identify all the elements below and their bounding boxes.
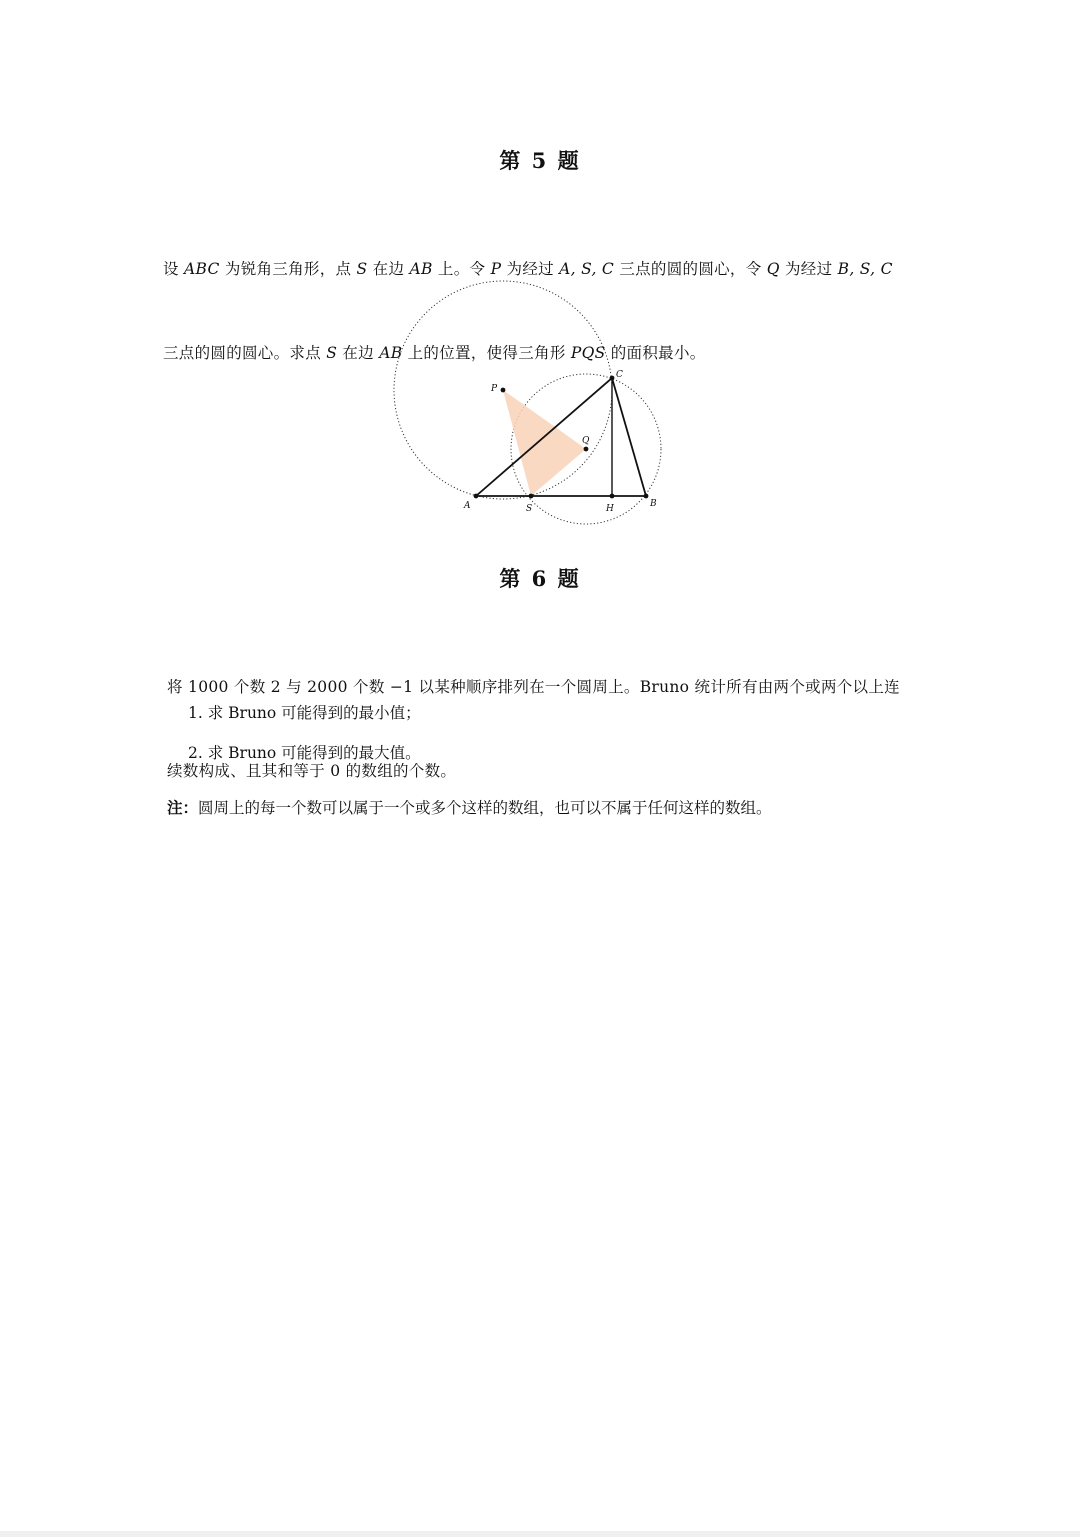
problem-5-line-1-run-1: ABC <box>184 260 220 278</box>
problem-5-line-1-run-2: 为锐角三角形，点 <box>219 260 357 278</box>
geometry-figure <box>380 270 680 530</box>
point-b <box>644 494 649 499</box>
problem-5-line-1-run-10: 三点的圆的圆心，令 <box>614 260 767 278</box>
problem-6-title: 第 6 题 <box>499 566 581 591</box>
problem-6-line-2: 续数构成、且其和等于 0 的数组的个数。 <box>167 762 457 780</box>
point-q <box>584 447 589 452</box>
point-p <box>501 388 506 393</box>
problem-5-line-2-run-3: AB <box>379 344 403 362</box>
problem-5-line-1-run-9: A, S, C <box>559 260 615 278</box>
note-label: 注： <box>167 798 199 817</box>
problem-5-line-1-run-8: 为经过 <box>501 260 560 278</box>
problem-5-line-1-run-6: 上。令 <box>432 260 491 278</box>
problem-5-line-1-run-7: P <box>490 260 502 278</box>
label-p: P <box>491 384 498 394</box>
problem-5-line-2-run-5: PQS <box>570 344 606 362</box>
problem-5-line-2-run-0: 三点的圆的圆心。求点 <box>163 344 327 362</box>
triangle-pqs-shade <box>503 390 586 496</box>
problem-5-line-1-run-13: B, S, C <box>837 260 893 278</box>
side-bc <box>612 378 646 496</box>
point-a <box>474 494 479 499</box>
label-b: B <box>650 499 657 509</box>
label-a: A <box>464 501 471 511</box>
problem-5-line-1-run-4: 在边 <box>367 260 410 278</box>
label-c: C <box>616 370 623 380</box>
problem-5-line-1-run-3: S <box>356 260 368 278</box>
page-bottom-edge <box>0 1531 1080 1537</box>
problem-5-line-2-run-1: S <box>326 344 338 362</box>
problem-5-line-2-run-6: 的面积最小。 <box>605 344 706 362</box>
problem-6-line-1: 将 1000 个数 2 与 2000 个数 −1 以某种顺序排列在一个圆周上。Bruno 统计所有由两个或两个以上连 <box>167 678 900 696</box>
label-h: H <box>606 504 614 514</box>
problem-5-line-2-run-2: 在边 <box>337 344 380 362</box>
problem-5-line-1-run-12: 为经过 <box>779 260 838 278</box>
point-h <box>610 494 615 499</box>
problem-5-line-1-run-11: Q <box>766 260 780 278</box>
point-s <box>529 494 534 499</box>
problem-5-line-2-run-4: 上的位置，使得三角形 <box>402 344 571 362</box>
problem-6-item-2: 2. 求 Bruno 可能得到的最大值。 <box>188 744 421 762</box>
label-s: S <box>526 504 533 514</box>
problem-5-line-1-run-5: AB <box>409 260 433 278</box>
point-c <box>610 376 615 381</box>
problem-6-note <box>167 796 772 820</box>
problem-6-item-1: 1. 求 Bruno 可能得到的最小值； <box>188 704 421 722</box>
note-text: 圆周上的每一个数可以属于一个或多个这样的数组，也可以不属于任何这样的数组。 <box>198 799 772 817</box>
problem-5-title: 第 5 题 <box>499 148 581 173</box>
problem-5-line-1-run-0: 设 <box>163 260 185 278</box>
label-q: Q <box>582 436 590 446</box>
